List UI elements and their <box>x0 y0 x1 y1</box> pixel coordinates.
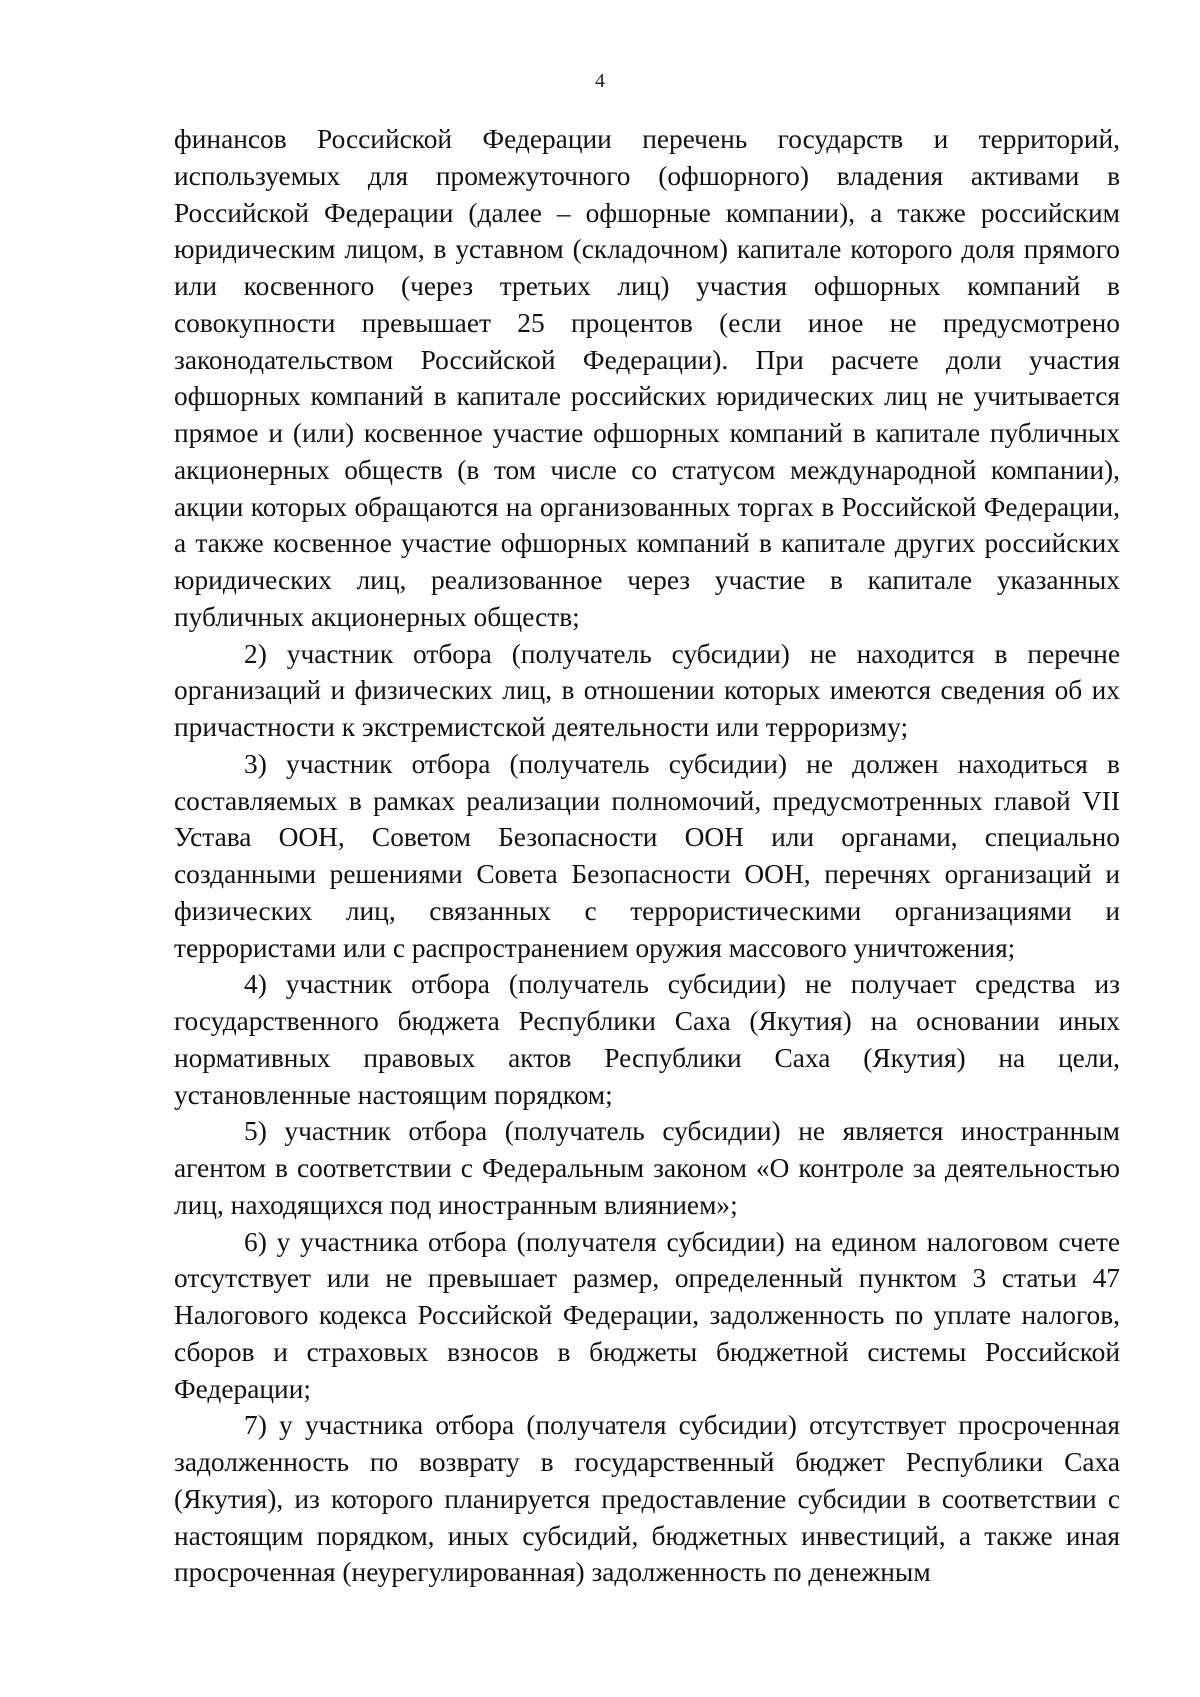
paragraph-item-3: 3) участник отбора (получатель субсидии) не должен находиться в составляемых в рамках реализации полномочий, предусмотренных главой VII Устава ООН, Советом Безопасности ООН или органами, специально созданными решениями Совета Безопасности ООН, перечнях организаций и физических лиц, связанных с террористическими организациями и террористами или с распространением оружия массового уничтожения; <box>174 748 1120 963</box>
paragraph-item-7: 7) у участника отбора (получателя субсидии) отсутствует просроченная задолженность по возврату в государственный бюджет Республики Саха (Якутия), из которого планируется предоставление субсидии в соответствии с настоящим порядком, иных субсидий, бюджетных инвестиций, а также иная просроченная (неурегулированная) задолженность по денежным <box>174 1410 1120 1588</box>
paragraph-item-6: 6) у участника отбора (получателя субсидии) на едином налоговом счете отсутствует или не превышает размер, определенный пунктом 3 статьи 47 Налогового кодекса Российской Федерации, задолженность по уплате налогов, сборов и страховых взносов в бюджеты бюджетной системы Российской Федерации; <box>174 1226 1120 1404</box>
paragraph-item-4: 4) участник отбора (получатель субсидии) не получает средства из государственного бюджета Республики Саха (Якутия) на основании иных нормативных правовых актов Республики Саха (Якутия) на цели, установленные настоящим порядком; <box>174 969 1120 1110</box>
document-body <box>174 121 1120 1591</box>
paragraph-item-2: 2) участник отбора (получатель субсидии) не находится в перечне организаций и физических лиц, в отношении которых имеются сведения об их причастности к экстремистской деятельности или терроризму; <box>174 638 1120 742</box>
paragraph-continuation: финансов Российской Федерации перечень государств и территорий, используемых для промежуточного (офшорного) владения активами в Российской Федерации (далее – офшорные компании), а также российским юридическим лицом, в уставном (складочном) капитале которого доля прямого или косвенного (через третьих лиц) участия офшорных компаний в совокупности превышает 25 процентов (если иное не предусмотрено законодательством Российской Федерации). При расчете доли участия офшорных компаний в капитале российских юридических лиц не учитывается прямое и (или) косвенное участие офшорных компаний в капитале публичных акционерных обществ (в том числе со статусом международной компании), акции которых обращаются на организованных торгах в Российской Федерации, а также косвенное участие офшорных компаний в капитале других российских юридических лиц, реализованное через участие в капитале указанных публичных акционерных обществ; <box>174 124 1120 632</box>
paragraph-item-5: 5) участник отбора (получатель субсидии) не является иностранным агентом в соответствии с Федеральным законом «О контроле за деятельностью лиц, находящихся под иностранным влиянием»; <box>174 1116 1120 1220</box>
page-number: 4 <box>595 70 605 92</box>
